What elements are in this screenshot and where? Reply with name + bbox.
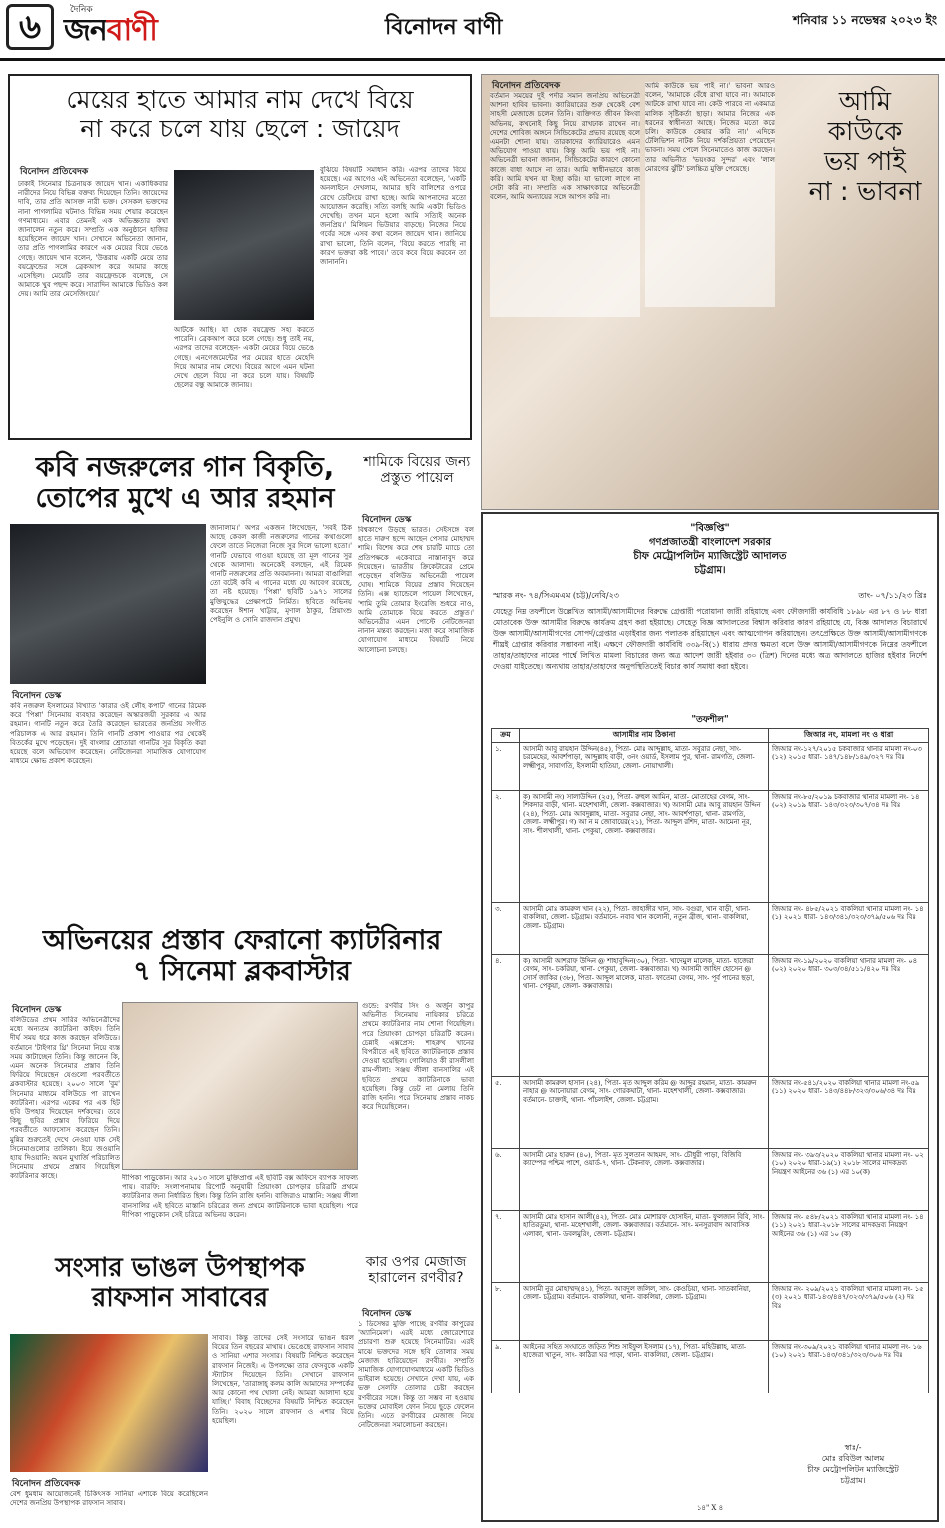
- memo-date: তাং- ০৭/১১/২৩ খ্রিঃ: [858, 591, 927, 600]
- serial-cell: ৩.: [492, 902, 520, 954]
- byline: বিনোদন প্রতিবেদক: [20, 167, 89, 177]
- signature-city: চট্টগ্রাম।: [840, 1476, 866, 1485]
- story-column: বিশ্বকাপে উড়ছে ভারত। সেইসঙ্গে বল হাতে দারুণ ছন্দে আছেন পেসার মোহাম্মদ শামি। বিশেষ করে শেষ চারটি ম্যাচে তো প্রতিপক্ষকে একেবারে নাস্তানাবুদ করে দিয়েছেন। ভারতীয় ক্রিকেটারের প্রেমে পড়েছেন বলিউড অভিনেত্রী পায়েল ঘোষ। শামিকে বিয়ের প্রস্তাব দিয়েছেন তিনি। এক্স হ্যান্ডেলে পায়েল লিখেছেন, 'শামি তুমি তোমার ইংরেজি শুধরে নাও, আমি তোমাকে বিয়ে করতে প্রস্তুত।' অভিনেত্রীর এমন পোস্টে নেটিজেনরা নানান মন্তব্য করছেন। মজা করে সামাজিক যোগাযোগ মাধ্যমে বিষয়টি নিয়ে আলোচনা চলছে।: [358, 526, 474, 654]
- table-row: [492, 1210, 929, 1282]
- page-number: ৬: [6, 4, 54, 50]
- accused-cell: আসামী মোঃ হারুন (৪০), পিতা- মৃত সুলতান আহমদ, সাং- চৌধুরী পাড়া, বিজিবি ক্যাম্পের পশ্চিম পাশে, ওয়ার্ড-৭, থানা- টেকনাফ, জেলা- কক্সবাজার।: [520, 1148, 769, 1210]
- schedule-table: [491, 728, 929, 1393]
- table-row: [492, 1282, 929, 1340]
- rahman-byline: বিনোদন ডেস্ক: [12, 691, 62, 701]
- payel-headline: শামিকে বিয়ের জন্য প্রস্তুত পায়েল: [363, 454, 471, 487]
- notice-header: [483, 522, 937, 578]
- story-column: বর্তমান সময়ের দুই পর্দার সমান জনপ্রিয় অভিনেত্রী আশনা হাবিব ভাবনা। ক্যারিয়ারের শুরু থেকেই বেশ সাহসী মেজাজে চলেন তিনি। ব্যক্তিগত জীবন কিংবা অভিনয়, কখনোই কিছু নিয়ে রাখঢাক রাখেন না। দেশের শোবিজ অঙ্গনে সিন্ডিকেটের প্রভাব রয়েছে বলে এমনটা শোনা যায়। তারকাদের ক্যারিয়ারেও এমন অভিযোগ পাওয়া যায়। কিন্তু আমি ভয় পাই না। অভিনেত্রী ভাবনা জানান, সিন্ডিকেটের কারণে কোনো কাজে বাধা আসে না তার। আমি স্বাধীনভাবে কাজ করি। আমি যখন যা ইচ্ছা করি। যা ভালো লাগে না সেটা করি না। সম্প্রতি এক সাক্ষাৎকারে অভিনেত্রী বলেন, আমি অন্যায়ের সঙ্গে আপস করি না।: [490, 92, 640, 317]
- rafsan-headline: [10, 1254, 350, 1314]
- schedule-label: "তফশীল": [691, 715, 729, 725]
- case-cell: জিআর নং-৫৪১/২০২০ বাকলিয়া থানার মামলা নং-৫৯ (১১) ২০২০ ধারা- ১৪৩/৪৪৮/৩২৩/৩০৬/৩৪ দঃ বিঃ: [769, 1076, 929, 1148]
- accused-cell: ক) আসামী আশরাফ উদ্দিন @ শাহাবুদ্দিন(৩০), পিতা- খাদেমুল মালেক, মাতা- হাজেরা বেগম, সাং- চকরিয়া, থানা- পেকুয়া, জেলা- কক্সবাজার। খ) আসামী জাহিদ হোসেন @ সোর্স জাকির (৩৮), পিতা- আব্দুল মালেক, মাতা- ফাতেমা বেগম, সাং- পূর্ব পানের ছড়া, থানা- পেকুয়া, জেলা- কক্সবাজার।: [520, 954, 769, 1076]
- table-row: [492, 1148, 929, 1210]
- photo-zayed: [174, 170, 314, 320]
- accused-cell: আসামী মোঃ কামরুল খান (২২), পিতা- জাহাঙ্গীর খান, সাং- বগুরা, খান বাড়ী, থানা- বাকলিয়া, জেলা- চট্টগ্রাম। বর্তমানে- নবাব খান কলোনী, নতুন ব্রীজ, থানা- বাকলিয়া, জেলা- চট্টগ্রাম।: [520, 902, 769, 954]
- masthead-rule: [0, 58, 945, 61]
- notice-title: "বিজ্ঞপ্তি": [690, 523, 730, 534]
- story-column: ঢাকাই সিনেমার চিত্রনায়ক জায়েদ খান। একাধিকবার নারীদের নিয়ে বিভিন্ন বক্তব্য দিয়েছেন তিনি। জায়েদের দাবি, তার প্রতি আসক্ত নারী ভক্ত। সেসকল ভক্তদের নানা পাগলামির ঘটনাও বিভিন্ন সময় শেয়ার করেছেন গণমাধ্যমে। এবার তেমনই এক অভিজ্ঞতার কথা জানালেন নতুন করে। সম্প্রতি এক অনুষ্ঠানে হাজির হয়েছিলেন জায়েদ খান। সেখানে অভিনেতা জানান, তার প্রতি পাগলামির কারণে এক মেয়ের বিয়ে ভেঙে গেছে। জায়েদ খান বলেন, 'উত্তরায় একটি মেয়ে তার বয়ফ্রেন্ডের সঙ্গে ব্রেকআপ করে আমার কাছে এসেছিল। মেয়েটি তার বয়ফ্রেন্ডকে বলেছে, সে আমাকে খুব পছন্দ করে। সারাদিন আমাকে ভিডিও কল দেয়। আমি তার মেসেজিংয়ে।': [18, 180, 168, 299]
- case-cell: জিআর নং- ৪৮৫/২০২১ বাকলিয়া থানার মামলা নং- ১৪ (১) ২০২১ ধারা- ১৪৩/৩৪১/৩২৩/৩৭৯/৫০৬ দঃ বিঃ: [769, 902, 929, 954]
- story-column: বলিউডের প্রথম সারির অভিনেত্রীদের মধ্যে অন্যতম ক্যাটরিনা কাইফ। তিনি দীর্ঘ সময় ধরে কাজ করছেন বলিউডে। বর্তমানে 'টাইগার থ্রি' সিনেমা নিয়ে ব্যস্ত সময় কাটাচ্ছেন তিনি। কিন্তু জানেন কি, এমন অনেক সিনেমার প্রস্তাব তিনি ফিরিয়ে দিয়েছেন যেগুলো পরবর্তীতে ব্লকবাস্টার হয়েছে। ২০০৩ সালে 'বুম' সিনেমার মাধ্যমে বলিউডে পা রাখেন ক্যাটরিনা। এরপর একের পর এক হিট ছবি উপহার দিয়েছেন দর্শকদের। তবে কিছু ছবির প্রস্তাব ফিরিয়ে দিয়ে পরবর্তীতে আফসোস করেছেন তিনি। মুন্নির শুরুতেই দেখে নেওয়া যাক সেই সিনেমাগুলোর তালিকা। ইয়ে জওয়ানি হ্যায় দিওয়ানি: অয়ন মুখার্জি পরিচালিত সিনেমায় প্রথমে প্রস্তাব গিয়েছিল ক্যাটরিনার কাছে।: [10, 1016, 120, 1181]
- headline-line-2: রাফসান সাবাবের: [91, 1282, 269, 1313]
- column-header: ক্রম: [492, 729, 520, 743]
- case-cell: জিআর নং- ২০৯/২০২১ বাকলিয়া থানার মামলা নং- ১৫ (৩) ২০২১ ধারা-১৪৩/৪৪৭/৩২৩/৩৭৯/৫০৬ (২) দঃ বিঃ: [769, 1282, 929, 1340]
- table-row: [492, 902, 929, 954]
- notice-gov: গণপ্রজাতন্ত্রী বাংলাদেশ সরকার: [649, 537, 771, 548]
- serial-cell: ১.: [492, 742, 520, 790]
- headline-line-1: আমি: [838, 87, 892, 117]
- schedule-table-wrap: [491, 728, 929, 1393]
- table-row: [492, 790, 929, 902]
- signature-block: [773, 1442, 933, 1486]
- photo-caption: বেশ ধুমধাম আয়োজনেই চিকিৎসক সানিয়া এশাকে বিয়ে করেছিলেন দেশের জনপ্রিয় উপস্থাপক রাফসান সাবাব।: [10, 1490, 208, 1508]
- case-cell: জিআর নং-১২৭/২০১৫ চকবাজার থানার মামলা নং-০৩ (১২) ২০১৫ ধারা- ১৪৭/১৪৮/১৪৯/৩২৭ দঃ বিঃ: [769, 742, 929, 790]
- notice-court: চীফ মেট্রোপলিটন ম্যাজিস্ট্রেট আদালত: [633, 551, 787, 562]
- section-title: বিনোদন বাণী: [385, 14, 503, 40]
- case-cell: জিআর নং- ৫৪৮/২০২১ বাকলিয়া থানার মামলা নং- ১৪ (১১) ২০২১ ধারা-২০১৮ সালের মাদকদ্রব্য নিয়ন্ত্রণ আইনের ৩৬ (১) এর ১০ (ক): [769, 1210, 929, 1282]
- case-cell: জিআর নং-৩০৯/২০২১ বাকলিয়া থানার মামলা নং- ১৬ (১০) ২০২১ ধারা-১৪৩/৩৪১/৩২৩/৩০৬ দঃ বিঃ: [769, 1340, 929, 1393]
- serial-cell: ৪.: [492, 954, 520, 1076]
- headline-line-1: সংসার ভাঙল উপস্থাপক: [55, 1253, 305, 1283]
- headline-line-2: না করে চলে যায় ছেলে : জায়েদ: [80, 113, 400, 143]
- headline-line-3: ভয় পাই: [824, 146, 906, 177]
- headline-line-1: মেয়ের হাতে আমার নাম দেখে বিয়ে: [66, 85, 414, 114]
- serial-cell: ৬.: [492, 1148, 520, 1210]
- bhabna-headline: [800, 88, 930, 208]
- headline-line-4: না : ভাবনা: [808, 176, 922, 207]
- logo-part-a: জন: [64, 13, 107, 48]
- serial-cell: ৫.: [492, 1076, 520, 1148]
- accused-cell: আসামী মোঃ হাসান আলী(৪২), পিতা- মোঃ মোশারফ হোসাইন, মাতা- ফুলজান বিবি, সাং- হাতিরডুমা, থানা- মহেশখালী, জেলা- কক্সবাজার। বর্তমানে- সাং- মনসুরাবাদ আবাসিক এলাকা, থানা- ডবলমুরিং, জেলা- চট্টগ্রাম।: [520, 1210, 769, 1282]
- story-column: ১ ডিসেম্বর মুক্তি পাচ্ছে রণবীর কাপুরের 'অ্যানিমেল'। এরই মধ্যে জোরেশোরে প্রচারণা শুরু হয়েছে সিনেমাটির। এরই মাঝে ভক্তদের সঙ্গে ছবি তোলার সময় মেজাজ হারিয়েছেন রণবীর। সম্প্রতি সামাজিক যোগাযোগমাধ্যমে একটি ভিডিও ভাইরাল হয়েছে। সেখানে দেখা যায়, এক ভক্ত সেলফি তোলার চেষ্টা করছেন রণবীরের সঙ্গে। কিন্তু তা সম্ভব না হওয়ায় ভক্তের মোবাইল ফোন নিয়ে ছুড়ে ফেলেন তিনি। এতে রণবীরের মেজাজ নিয়ে নেটিজেনরা সমালোচনা করছেন।: [358, 1320, 474, 1430]
- ad-size-tag: ১৪" X ৪: [696, 1504, 724, 1512]
- accused-cell: আসামী কামরুল হাসান (২৪), পিতা- মৃত আব্দুল করিম @ আব্দুর রহমান, মাতা- কামরুন নাহার @ আনোয়ারা বেগম, সাং- গোরকঘাটা, থানা- মহেশখালী, জেলা- কক্সবাজার। বর্তমানে- চাক্তাই, থানা- পাঁচলাইশ, জেলা- চট্টগ্রাম।: [520, 1076, 769, 1148]
- bhabna-byline: বিনোদন প্রতিবেদক: [492, 81, 561, 91]
- ranbir-headline: কার ওপর মেজাজ হারালেন রণবীর?: [365, 1254, 467, 1287]
- memo-number: স্মারক নং- ৭৪/সিএমএম (চট্ট)/নেবি/২৩: [493, 591, 619, 600]
- headline: [20, 86, 460, 144]
- story-column: জানালাম।' অপর একজন লিখেছেন, 'সবই ঠিক আছে কেবল কাজী নজরুলের গানের কথাগুলো ফেলে তাতে নিজেরা নিজে সুর দিলে ভালো হতো।' গানটি যেভাবে গাওয়া হয়েছে তা মূল গানের সুর থেকে আলাদা। অনেকেই বলছেন, এই রিমেক গানটি নজরুলের প্রতি অবমাননা। আমরা বাঙালিরা তো বটেই কবি এ গানের মধ্যে যে আবেগ রয়েছে, তা নষ্ট হয়েছে। 'পিপ্পা' ছবিটি ১৯৭১ সালের মুক্তিযুদ্ধের প্রেক্ষাপটে নির্মিত। ছবিতে অভিনয় করেছেন ঈশান খাট্টার, মৃণাল ঠাকুর, প্রিয়াংশু পেইনুলি ও সোনি রাজদান প্রমুখ।: [210, 524, 352, 625]
- katrina-headline: [10, 925, 474, 987]
- photo-rahman: [10, 524, 206, 684]
- paper-tagline: দৈনিক: [70, 5, 93, 15]
- accused-cell: আইনের সহিত সংঘাতে জড়িত শিশু সাইফুল ইসলাম (১৭), পিতা- মহিউল্লাহ, মাতা- হাজেরা খাতুন, সাং- কাঠিরা ঘর পাড়া, থানা- বাকলিয়া, জেলা- চট্টগ্রাম।: [520, 1340, 769, 1393]
- headline-line-1: কবি নজরুলের গান বিকৃতি,: [35, 452, 335, 483]
- serial-cell: ২.: [492, 790, 520, 902]
- headline-line-2: তোপের মুখে এ আর রহমান: [35, 483, 335, 515]
- table-header-row: [492, 729, 929, 743]
- logo-part-b: বাণী: [106, 13, 157, 48]
- court-notice: [481, 512, 939, 1522]
- masthead: [0, 0, 945, 58]
- story-column: কবি নজরুল ইসলামের বিখ্যাত 'কারার ওই লৌহ কপাট' গানের রিমেক করে 'পিপ্পা' সিনেমায় ব্যবহার করেছেন অস্কারজয়ী সুরকার এ আর রহমান। গানটি নতুন করে তৈরি করেছেন ভারতের জনপ্রিয় সংগীত পরিচালক এ আর রহমান। তিনি গানটি প্রকাশ পাওয়ার পর থেকেই বিতর্কের মুখে পড়েছেন। দুই বাংলার শ্রোতারা গানটির সুর বিকৃতি করা হয়েছে বলে অভিযোগ করেছেন। নেটিজেনরা সামাজিক যোগাযোগ মাধ্যমে ক্ষোভ প্রকাশ করেছেন।: [10, 702, 206, 766]
- rafsan-byline: বিনোদন প্রতিবেদক: [12, 1479, 81, 1489]
- headline-line-1: অভিনয়ের প্রস্তাব ফেরানো ক্যাটরিনার: [42, 925, 442, 956]
- accused-cell: আসামী নুর মোহাম্মদ(৪১), পিতা- আবদুল জলিল, সাং- কেওচিয়া, থানা- সাতকানিয়া, জেলা- চট্টগ্রাম। বর্তমানে- বাকলিয়া, থানা- বাকলিয়া, জেলা- চট্টগ্রাম।: [520, 1282, 769, 1340]
- paper-logo: [64, 6, 157, 57]
- notice-city: চট্টগ্রাম।: [694, 565, 726, 576]
- serial-cell: ৮.: [492, 1282, 520, 1340]
- signature-label: স্বাঃ/-: [844, 1443, 862, 1452]
- story-column: আমি কাউকে ভয় পাই না।' ভাবনা আরও বলেন, 'আমাকে বেঁধে রাখা যাবে না। আমাকে আটকে রাখা যাবে না। কেউ পারবে না একমাত্র মালিক সৃষ্টিকর্তা ছাড়া। আমার নিজের এক ধরনের স্বাধীনতা আছে। নিজের মতো করে চলি। কাউকে কেয়ার করি না।' এদিকে টেলিভিশন নাটক নিয়ে দর্শকপ্রিয়তা পেয়েছেন ভাবনা। সময় পেলে সিনেমাতেও কাজ করছেন। তার অভিনীত 'ভয়ংকর সুন্দর' এবং 'লাল মোরগের ঝুঁটি' চলচ্চিত্র মুক্তি পেয়েছে।: [645, 82, 775, 307]
- payel-byline: বিনোদন ডেস্ক: [362, 515, 412, 525]
- table-row: [492, 742, 929, 790]
- signature-name: মোঃ রবিউল আলম: [821, 1454, 885, 1463]
- notice-body: যেহেতু নিম্ন তফশীলে উল্লেখিত আসামী/আসামীদের বিরুদ্ধে গ্রেপ্তারী পরোয়ানা জারী রহিয়াছে এবং ফৌজদারী কার্যবিধি ১৮৯৮ এর ৮৭ ও ৮৮ ধারা মোতাবেক উক্ত আসামীর বিরুদ্ধে কার্যক্রম গ্রহণ করা হইয়াছে। সেহেতু বিজ্ঞ আদালতের বিশ্বাস করিবার কারণ রহিয়াছে যে, বিজ্ঞ আদালত বিচারার্থে উক্ত আসামী/আসামীগণের সোপর্দ/গ্রেপ্তার এড়াইবার জন্য পলাতক রহিয়াছেন এবং আত্মগোপন করিয়াছেন। তৎপ্রেক্ষিতে উক্ত আসামী/আসামীগণকে শীঘ্রই গ্রেপ্তার করিবার সম্ভাবনা নাই। এক্ষণে ফৌজদারী কার্যবিধি ৩৩৯-বি(১) ধারায় প্রদত্ত ক্ষমতা বলে উক্ত আসামী/আসামীগণকে নিম্নের তফশীলে তাহার/তাহাদের নামের পার্শ্বে লিখিত মামলা বিচারের জন্য অত্র আদেশ জারী হইবার ৩০ (ত্রিশ) দিনের মধ্যে অত্র আদালতে হাজির হইবার নির্দেশ দেওয়া যাইতেছে। অন্যথায় তাহার/তাহাদের অনুপস্থিতিতেই বিচার কার্য সমাধা করা হইবে।: [493, 607, 927, 671]
- photo-rafsan: [10, 1334, 208, 1472]
- story-column: সাবাব। কিন্তু তাদের সেই সংসারে ভাঙন ধরল বিয়ের তিন বছরের মাথায়। ভেঙেছে রাফসান সাবাব ও সানিয়া এশার সংসার। বিষয়টি নিশ্চিত করেছেন রাফসান নিজেই। এ উপলক্ষ্যে তার ফেসবুকে একটি স্ট্যাটাস দিয়েছেন তিনি। সেখানে রাফসান লিখেছেন, 'তারাঙ্গাহ্ কলম কালি আমাদের সম্পর্কের আর কোনো পথ খোলা নেই। আমরা আলাদা হয়ে যাচ্ছি।' বিবাহ বিচ্ছেদের বিষয়টি নিশ্চিত করেছেন তিনি। ২০২০ সালে রাফসান ও এশার বিয়ে হয়েছিল।: [212, 1334, 354, 1425]
- serial-cell: ৯.: [492, 1340, 520, 1393]
- photo-katrina: [122, 1002, 358, 1170]
- accused-cell: আসামী আবু রায়হান উদ্দিন(৪৫), পিতা- মোঃ আব্দুল্লাহ, মাতা- সবুরার নেছা, সাং- চরমেহের, আবর্শপাড়া, আব্দুল্লাহ বাড়ী, ৩নং ওয়ার্ড, ইসলাম পুর, থানা- রামগতি, জেলা- লক্ষ্মীপুর, সাবাগতি, ইসলামী হাতিয়া, জেলা- নোয়াখালী।: [520, 742, 769, 790]
- accused-cell: ক) আসামী নং) সালাউদ্দিন (২৫), পিতা- রুহুল আমিন, মাতা- মোতাহের বেগম, সাং- শিকদার বাড়ী, থানা- মহেশখালী, জেলা- কক্সবাজার। খ) আসামী মোঃ আবু রায়হান উদ্দিন (২৪), পিতা- মোঃ আবদুল্লাহ, মাতা- সবুরার নেছা, সাং- আবর্শপাড়া, থানা- রামগতি, জেলা- লক্ষ্মীপুর। গ) আ ন ম জোবায়ের(২১), পিতা- আব্দুল রশিদ, মাতা- আমেনা নূর, সাং- শীলখালী, থানা- পেকুয়া, জেলা- কক্সবাজার।: [520, 790, 769, 902]
- signature-title: চীফ মেট্রোপলিটন ম্যাজিস্ট্রেট: [807, 1465, 899, 1474]
- rahman-headline: [10, 452, 360, 514]
- column-header: জিআর নং, মামলা নং ও ধারা: [769, 729, 929, 743]
- case-cell: জিআর নং-১৯/২০২০ বাকলিয়া থানার মামলা নং- ০৪ (০২) ২০২০ ধারা- ৩০৩/৩৪/৫১১/৪২০ দঃ বিঃ: [769, 954, 929, 1076]
- headline-line-2: কাউকে: [827, 116, 903, 147]
- table-row: [492, 954, 929, 1076]
- katrina-byline: বিনোদন ডেস্ক: [12, 1005, 62, 1015]
- story-column: দীপিকা পাড়ুকোন। আর ২০১৩ সালে মুক্তিপ্রাপ্ত এই ছবিটি বক্স অফিসে ব্যাপক সাফল্য পায়। বারফি: সংলাপনামায় রিপোর্ট অনুযায়ী প্রিয়াংকা চোপড়ার চরিত্রটি প্রথমে ক্যাটরিনার জন্য নির্ধারিত ছিল। কিন্তু তিনি রাজি হননি। বাজিরাও মাস্তানি: সঞ্জয় লীলা বানসালির এই ছবিতে মাস্তানি চরিত্রের জন্য প্রথমে ক্যাটরিনাকে ভাবা হয়েছিল। পরে দীপিকা পাড়ুকোন সেই চরিত্রে অভিনয় করেন।: [122, 1174, 358, 1219]
- case-cell: জিআর নং-৮৫/২০১৯ চকবাজার থানার মামলা নং- ১৪ (০২) ২০১৯ ধারা- ১৪৩/৩২৩/৩০৭/৩৪ দঃ বিঃ: [769, 790, 929, 902]
- story-zayed: [8, 74, 472, 440]
- table-row: [492, 1340, 929, 1393]
- ranbir-byline: বিনোদন ডেস্ক: [362, 1309, 412, 1319]
- issue-date: শনিবার ১১ নভেম্বর ২০২৩ ইং: [793, 13, 937, 27]
- story-column: গুন্ডে: রণবীর সিং ও অর্জুন কাপুর অভিনীত সিনেমায় নায়িকার চরিত্রে প্রথমে ক্যাটরিনার নাম শোনা গিয়েছিল। পরে প্রিয়াংকা চোপড়া চরিত্রটি করেন। চেন্নাই এক্সপ্রেস: শাহরুখ খানের বিপরীতে এই ছবিতে ক্যাটরিনাকে প্রস্তাব দেওয়া হয়েছিল। গোলিয়াও কী রাসলীলা রাম-লীলা: সঞ্জয় লীলা বানসালির এই ছবিতে প্রথমে ক্যাটরিনাকে ভাবা হয়েছিল। কিন্তু ডেট না মেলায় তিনি রাজি হননি। পরে সিনেমায় প্রস্তাব নাকচ করে দিয়েছিলেন।: [362, 1002, 474, 1112]
- story-column: বুঝিয়ে বিষয়টি সমাধান করি। এরপর তাদের বিয়ে হয়েছে। এর আগেও এই অভিনেতা বলেছেন, 'একটি অনলাইনে দেখলাম, আমার ছবি বালিশের ওপরে রেখে ডেটিংয়ে রাখা হচ্ছে। আমি আপনাদের মতো আয়োজন করেছি। সত্যি বলছি আমি একটা ভিডিও দেখেছি। তখন মনে হলো আমি সত্যিই অনেক জনপ্রিয়।' মিলিয়ন ভিউয়ার বাড়ছে। নিজের নিয়ে গর্বের সঙ্গে এসব কথা বলেন জায়েদ খান। জানিয়ে রাখা ভালো, তিনি বলেন, 'বিয়ে করতে পারছি না কারণ ভক্তরা কষ্ট পাবে।' তবে কবে বিয়ে করবেন তা জানাননি।: [320, 166, 466, 267]
- headline-line-2: ৭ সিনেমা ব্লকবাস্টার: [133, 956, 351, 988]
- story-column: আটকে আছি। যা হোক বয়ফ্রেন্ড সহ্য করতে পারেনি। ব্রেকআপ করে চলে গেছে। শুধু তাই নয়, এরপর তাদের বলেছেন- একটা মেয়ের বিয়ে ভেঙে গেছে। এনগেজমেন্টের পর মেয়ের হাতে মেহেদি দিয়ে আমার নাম লেখে। বিয়ের আগে এমন ঘটনা দেখে ছেলে বিয়ে না করে চলে যায়। বিষয়টি ছেলের বন্ধু আমাকে জানায়।: [174, 326, 314, 390]
- serial-cell: ৭.: [492, 1210, 520, 1282]
- column-header: আসামীর নাম ঠিকানা: [520, 729, 769, 743]
- table-row: [492, 1076, 929, 1148]
- case-cell: জিআর নং- ৩৯৩/২০২০ বাকলিয়া থানার মামলা নং- ০২ (১০) ২০২০ ধারা-১৯(১) ২০১৮ সালের মাদকদ্রব্য নিয়ন্ত্রণ আইনের ৩৬ (১) এর ১০(ক): [769, 1148, 929, 1210]
